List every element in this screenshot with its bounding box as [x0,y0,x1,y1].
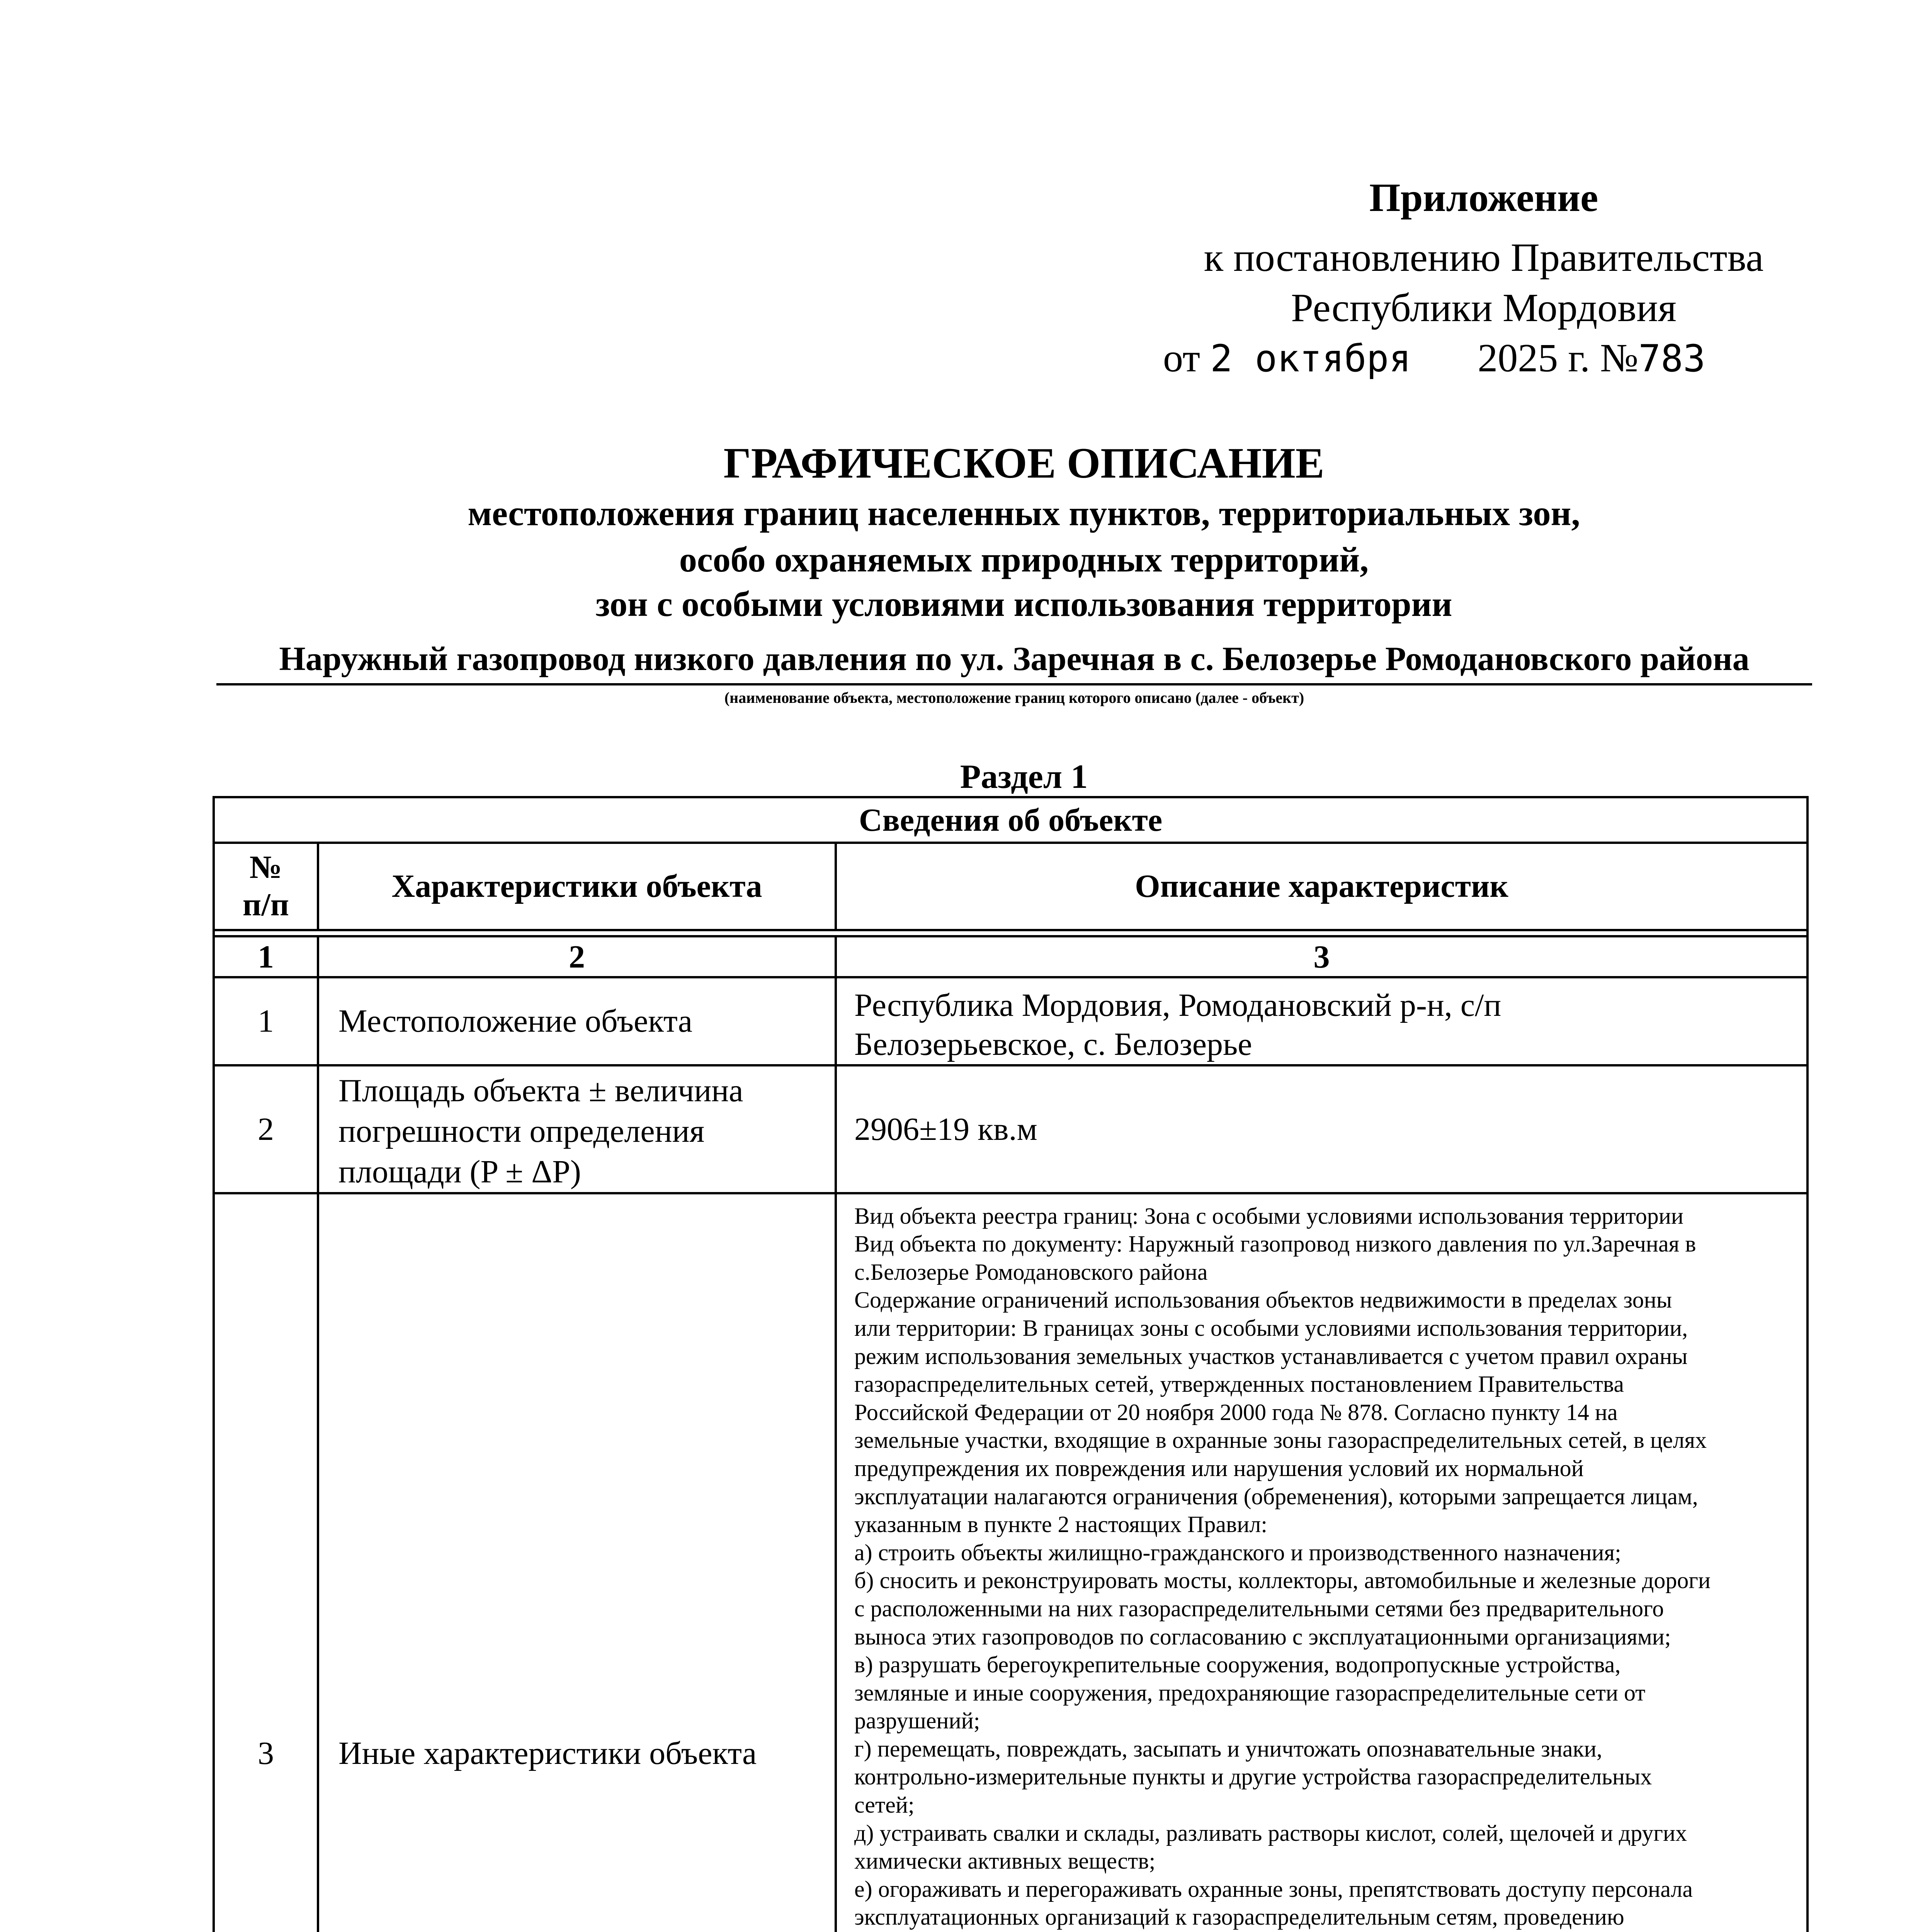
page-title: ГРАФИЧЕСКОЕ ОПИСАНИЕ [723,439,1325,487]
object-name: Наружный газопровод низкого давления по ул. Заречная в с. Белозерье Ромодановского района [279,640,1750,678]
appendix-line-1: к постановлению Правительства [1204,235,1764,280]
appendix-date-line [1163,334,1781,383]
header-separator [214,930,1807,936]
table-row [214,1193,1807,1932]
row-number: 2 [214,1065,318,1193]
column-number-3: 3 [836,936,1807,977]
section-label: Раздел 1 [960,758,1088,796]
row-description: Вид объекта реестра границ: Зона с особыми условиями использования территории Вид объекта по документу: Наружный газопровод низкого давления по ул.Заречная в с.Белозерье Ромодановского района Содержание ограничений использования объектов недвижимости в пределах зоны или территории: В границах зоны с особыми условиями использования территории, режим использования земельных участков устанавливается с учетом правил охраны газораспределительных сетей, утвержденных постановлением Правительства Российской Федерации от 20 ноября 2000 года № 878. Согласно пункту 14 на земельные участки, входящие в охранные зоны газораспределительных сетей, в целях предупреждения их повреждения или нарушения условий их нормальной эксплуатации налагаются ограничения (обременения), которыми запрещается лицам, указанным в пункте 2 настоящих Правил: а) строить объекты жилищно-гражданского и производственного назначения; б) сносить и реконструировать мосты, коллекторы, автомобильные и железные дороги с расположенными на них газораспределительными сетями без предварительного выноса этих газопроводов по согласованию с эксплуатационными организациями; в) разрушать берегоукрепительные сооружения, водопропускные устройства, земляные и иные сооружения, предохраняющие газораспределительные сети от разрушений; г) перемещать, повреждать, засыпать и уничтожать опознавательные знаки, контрольно-измерительные пункты и другие устройства газораспределительных сетей; д) устраивать свалки и склады, разливать растворы кислот, солей, щелочей и других химически активных веществ; е) огораживать и перегораживать охранные зоны, препятствовать доступу персонала эксплуатационных организаций к газораспределительным сетям, проведению [836,1193,1807,1932]
appendix-title: Приложение [1369,175,1598,220]
subtitle-line-1: местоположения границ населенных пунктов, территориальных зон, [468,493,1580,533]
table-row [214,1065,1807,1193]
appendix-line-2: Республики Мордовия [1291,286,1677,330]
object-info-table [213,796,1809,1932]
object-underline [216,683,1812,685]
date-day-month: 2 октября [1210,337,1411,380]
header-description: Описание характеристик [836,843,1807,930]
subtitle-line-3: зон с особыми условиями использования территории [595,584,1452,624]
table-caption: Сведения об объекте [214,797,1807,843]
header-characteristic: Характеристики объекта [318,843,836,930]
date-prefix: от [1163,336,1200,380]
date-year: 2025 г. № [1478,336,1639,380]
row-characteristic: Местоположение объекта [318,977,836,1065]
row-description: Республика Мордовия, Ромодановский р-н, с/п Белозерьевское, с. Белозерье [836,977,1807,1065]
header-number: № п/п [214,843,318,930]
table-row [214,977,1807,1065]
column-number-2: 2 [318,936,836,977]
subtitle-line-2: особо охраняемых природных территорий, [679,540,1369,579]
row-description: 2906±19 кв.м [836,1065,1807,1193]
document-number: 783 [1638,337,1705,380]
row-number: 3 [214,1193,318,1932]
row-number: 1 [214,977,318,1065]
row-characteristic: Площадь объекта ± величина погрешности определения площади (P ± ΔP) [318,1065,836,1193]
column-number-1: 1 [214,936,318,977]
row-characteristic: Иные характеристики объекта [318,1193,836,1932]
object-caption: (наименование объекта, местоположение границ которого описано (далее - объект) [724,689,1304,706]
